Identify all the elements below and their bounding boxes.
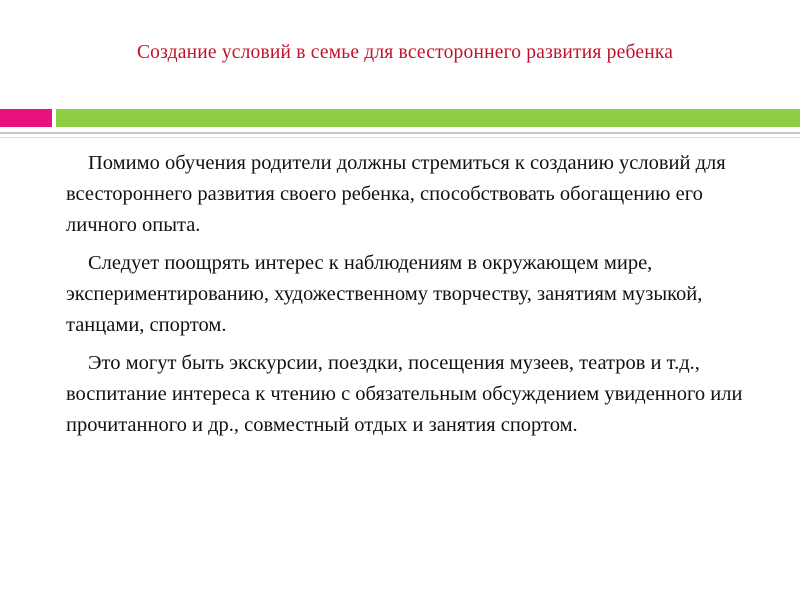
- body-paragraph: Это могут быть экскурсии, поездки, посещения музеев, театров и т.д., воспитание интереса к чтению с обязательным обсуждением увиденного или прочитанного и др., совместный отдых и занятия спортом.: [66, 352, 743, 436]
- divider-rule: [0, 132, 800, 134]
- divider-rule-secondary: [0, 137, 800, 138]
- decorative-bar-row: [0, 109, 800, 127]
- body-paragraph: Следует поощрять интерес к наблюдениям в окружающем мире, экспериментированию, художественному творчеству, занятиям музыкой, танцами, спортом.: [66, 252, 703, 336]
- decorative-bar-pink: [0, 109, 52, 127]
- body-paragraph: Помимо обучения родители должны стремиться к созданию условий для всестороннего развития своего ребенка, способствовать обогащению его личного опыта.: [66, 152, 726, 236]
- page-title: Создание условий в семье для всестороннего развития ребенка: [136, 42, 674, 63]
- slide-title-area: [60, 40, 750, 66]
- decorative-bar-green: [56, 109, 800, 127]
- slide-body: [66, 148, 772, 441]
